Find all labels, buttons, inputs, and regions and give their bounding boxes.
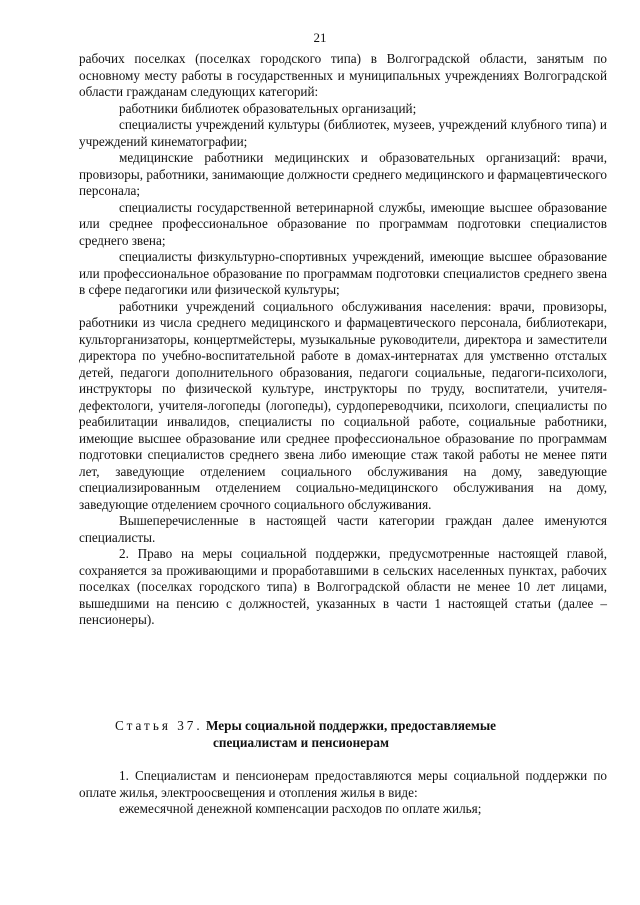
paragraph-intro: рабочих поселках (поселках городского типа) в Волгоградской области, занятым по основному месту работы в государственных и муниципальных учреждениях Волгоградской области гражданам следующих категорий:: [79, 51, 607, 99]
paragraph-veterinary-specialists: специалисты государственной ветеринарной службы, имеющие высшее образование или среднее профессиональное образование по программам подготовки специалистов среднего звена;: [79, 199, 607, 248]
paragraph-medical-workers: медицинские работники медицинских и образовательных организаций: врачи, провизоры, работники, занимающие должности среднего медицинского и фармацевтического персонала;: [79, 150, 607, 198]
paragraph-pensioners-right: 2. Право на меры социальной поддержки, предусмотренные настоящей главой, сохраняется за проживающими и проработавшими в сельских населенных пунктах, рабочих поселках (поселках городского типа) в Волгоградской области не менее 10 лет лицами, вышедшими на пенсию с должностей, указанных в части 1 настоящей статьи (далее – пенсионеры).: [79, 546, 607, 627]
paragraph-sports-specialists: специалисты физкультурно-спортивных учреждений, имеющие высшее образование или профессиональное образование по программам подготовки специалистов среднего звена в сфере педагогики или физической культуры;: [79, 249, 607, 297]
paragraph-culture-specialists: специалисты учреждений культуры (библиотек, музеев, учреждений клубного типа) и учреждений кинематографии;: [79, 117, 607, 149]
page-number: 21: [313, 30, 327, 45]
paragraph-article-point-1: 1. Специалистам и пенсионерам предоставляются меры социальной поддержки по оплате жилья, электроосвещения и отопления жилья в виде:: [79, 768, 607, 800]
article-number: Статья 37.: [115, 718, 203, 733]
document-body: [79, 51, 607, 629]
paragraph-social-service-workers: работники учреждений социального обслуживания населения: врачи, провизоры, работники из числа среднего медицинского и фармацевтического персонала, библиотекари, культорганизаторы, концертмейстеры, музыкальные руководители, директора и заместители директора по учебно-воспитательной работе в домах-интернатах для умственно отсталых детей, педагоги дополнительного образования, педагоги социальные, педагоги-психологи, инструкторы по физической культуре, инструкторы по труду, воспитатели, учителя-дефектологи, учителя-логопеды (логопеды), сурдопереводчики, психологи, специалисты по реабилитации инвалидов, специалисты по социальной работе, социальные работники, имеющие высшее образование или среднее профессиональное образование по программам подготовки специалистов среднего звена либо имеющие стаж такой работы не менее пяти лет, заведующие отделением социального обслуживания на дому, заведующие специализированным отделением социально-медицинского обслуживания на дому, заведующие отделением срочного социального обслуживания.: [79, 298, 607, 512]
article-heading-line-1: [115, 718, 607, 735]
article-heading: [79, 718, 607, 751]
paragraph-monthly-compensation: ежемесячной денежной компенсации расходов по оплате жилья;: [119, 801, 482, 816]
paragraph-library-workers: работники библиотек образовательных организаций;: [119, 100, 417, 116]
article-title-part-1: Меры социальной поддержки, предоставляемые: [205, 718, 496, 733]
paragraph-specialists-definition: Вышеперечисленные в настоящей части категории граждан далее именуются специалисты.: [79, 513, 607, 545]
article-body: [79, 768, 607, 818]
article-title-part-2: специалистам и пенсионерам: [213, 734, 389, 750]
